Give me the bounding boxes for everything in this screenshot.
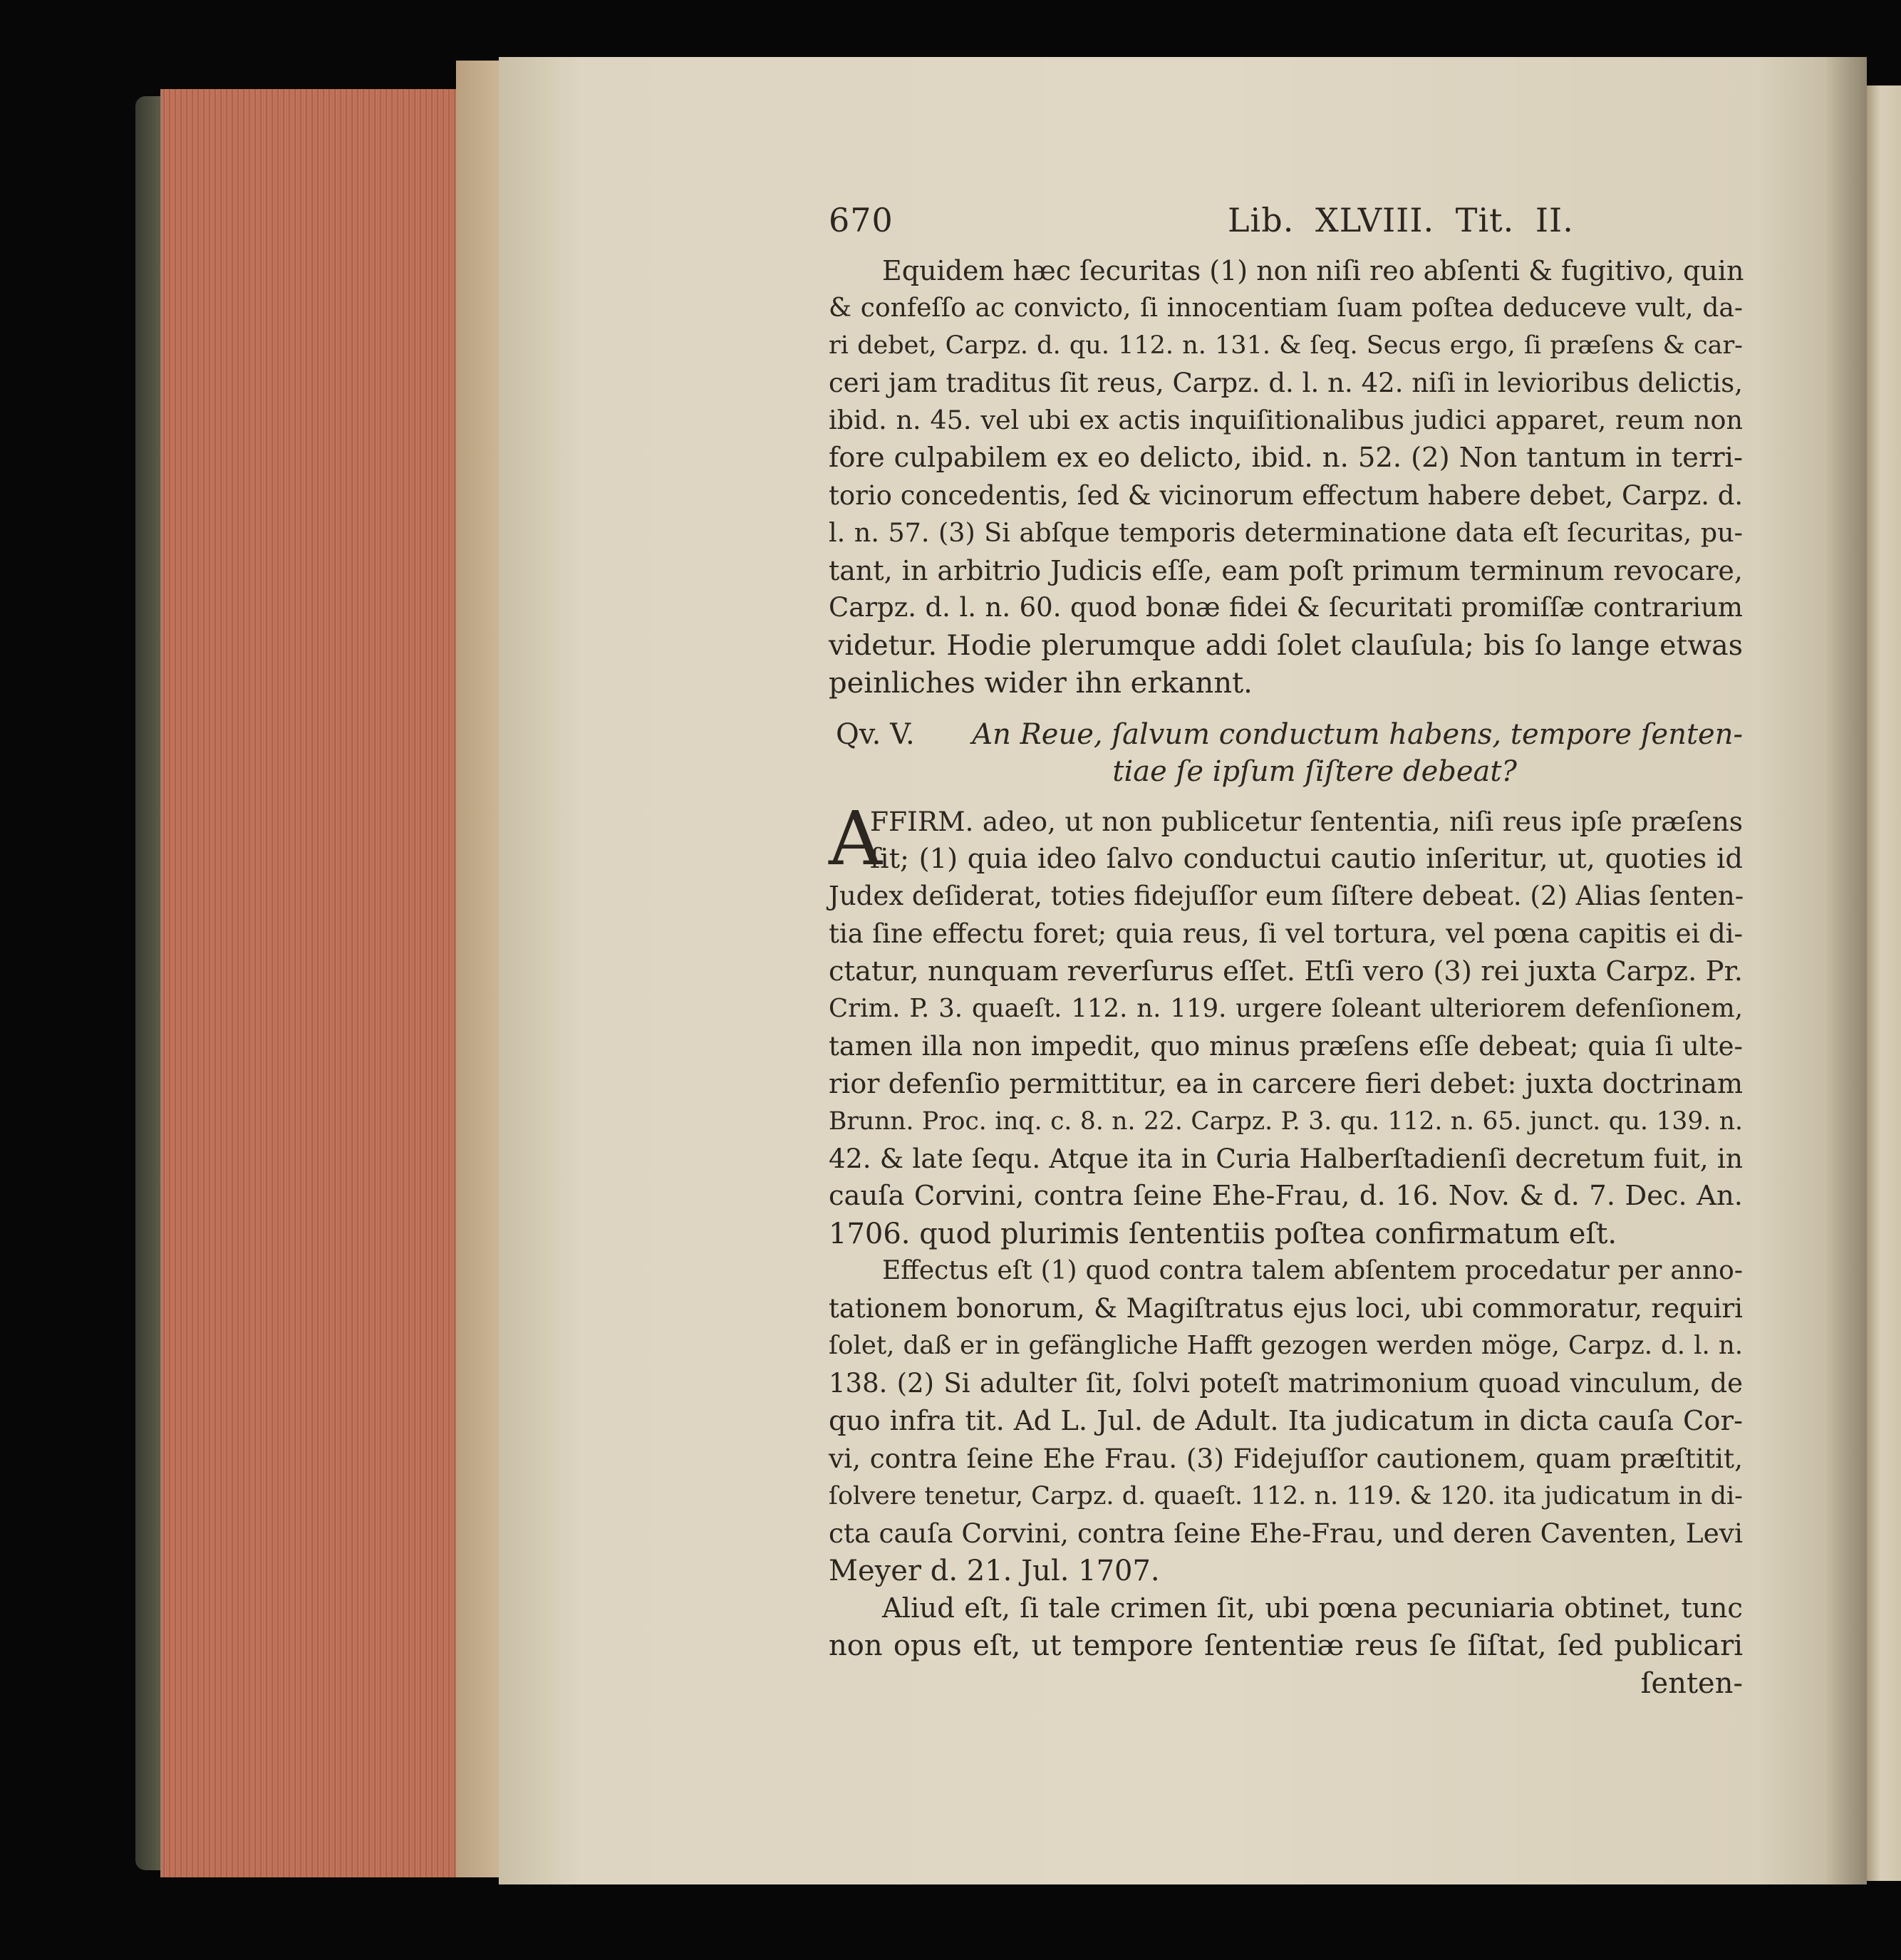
page-number: 670 xyxy=(829,201,893,239)
text-line: Equidem hæc ſecuritas (1) non niſi reo abſenti & fugitivo, quin xyxy=(882,255,1744,286)
text-line: vi, contra ſeine Ehe Frau. (3) Fidejuſſor cautionem, quam præſtitit, xyxy=(829,1443,1743,1475)
paragraph-1 xyxy=(829,252,1743,702)
text-line: ctatur, nunquam reverſurus eſſet. Etſi vero (3) rei juxta Carpz. Pr. xyxy=(829,955,1743,987)
text-line: ſit; (1) quia ideo ſalvo conductui cautio inſeritur, ut, quoties id xyxy=(870,842,1743,875)
text-line: Aliud eſt, ſi tale crimen ſit, ubi pœna pecuniaria obtinet, tunc xyxy=(882,1592,1743,1624)
text-line: torio concedentis, ſed & vicinorum effectum habere debet, Carpz. d. xyxy=(829,479,1744,511)
text-line: 138. (2) Si adulter ſit, ſolvi poteſt matrimonium quoad vinculum, de xyxy=(829,1368,1743,1399)
question-label: Qv. V. xyxy=(836,718,915,752)
page-text xyxy=(829,201,1743,1702)
text-line: ceri jam traditus ſit reus, Carpz. d. l. n. 42. niſi in levioribus delictis, xyxy=(829,367,1743,398)
text-line: tationem bonorum, & Magiſtratus ejus loci, ubi commoratur, requiri xyxy=(829,1292,1743,1324)
text-line: & confeſſo ac convicto, ſi innocentiam ſuam poſtea deduceve vult, da- xyxy=(829,293,1743,323)
text-line: Judex deſiderat, toties fidejuſſor eum ſiſtere debeat. (2) Alias ſenten- xyxy=(829,881,1744,912)
text-line: 1706. quod plurimis ſententiis poſtea confirmatum eſt. xyxy=(829,1217,1617,1250)
paragraph-4 xyxy=(829,1590,1743,1703)
paragraph-3 xyxy=(829,1253,1743,1590)
text-line: ſolvere tenetur, Carpz. d. quaeſt. 112. n. 119. & 120. ita judicatum in di- xyxy=(829,1481,1743,1510)
facing-page-edge xyxy=(1867,85,1901,1881)
paragraph-2 xyxy=(829,795,1744,1253)
text-line: Carpz. d. l. n. 60. quod bonæ fidei & ſecuritati promiſſæ contrarium xyxy=(829,592,1743,623)
text-line: videtur. Hodie plerumque addi ſolet clauſula; bis ſo lange etwas xyxy=(829,628,1743,662)
drop-cap: A xyxy=(829,795,883,883)
text-line: non opus eſt, ut tempore ſententiæ reus ſe ſiſtat, ſed publicari xyxy=(829,1629,1743,1663)
text-line: Brunn. Proc. inq. c. 8. n. 22. Carpz. P. 3. qu. 112. n. 65. junct. qu. 139. n. xyxy=(829,1106,1743,1136)
question-heading xyxy=(829,716,1743,790)
text-line: tant, in arbitrio Judicis eſſe, eam poſt primum terminum revocare, xyxy=(829,554,1743,586)
question-text xyxy=(972,716,1743,790)
text-line: rior defenſio permittitur, ea in carcere fieri debet: juxta doctrinam xyxy=(829,1068,1743,1100)
text-line: ſolet, daß er in gefängliche Hafft gezogen werden möge, Carpz. d. l. n. xyxy=(829,1331,1743,1361)
text-line: quo infra tit. Ad L. Jul. de Adult. Ita judicatum in dicta cauſa Cor- xyxy=(829,1404,1743,1437)
question-line: tiae ſe ipſum ſiſtere debeat? xyxy=(1112,755,1517,789)
text-line: ri debet, Carpz. d. qu. 112. n. 131. & ſeq. Secus ergo, ſi præſens & car- xyxy=(829,331,1743,361)
text-line: FFIRM. adeo, ut non publicetur ſententia, niſi reus ipſe præſens xyxy=(870,806,1743,838)
catchword: ſenten- xyxy=(1640,1666,1743,1700)
text-line: cta cauſa Corvini, contra ſeine Ehe-Frau, und deren Caventen, Levi xyxy=(829,1518,1743,1550)
text-line: Effectus eſt (1) quod contra talem abſentem procedatur per anno- xyxy=(882,1256,1743,1286)
text-line: Meyer d. 21. Jul. 1707. xyxy=(829,1555,1160,1587)
text-line: 42. & late ſequ. Atque ita in Curia Halberſtadienſi decretum fuit, in xyxy=(829,1143,1743,1175)
text-line: fore culpabilem ex eo delicto, ibid. n. 52. (2) Non tantum in terri- xyxy=(829,441,1743,474)
text-line: l. n. 57. (3) Si abſque temporis determinatione data eſt ſecuritas, pu- xyxy=(829,517,1743,549)
question-line: An Reue, ſalvum conductum habens, tempore ſenten- xyxy=(972,718,1743,752)
running-head xyxy=(829,201,1743,252)
text-line: peinliches wider ihn erkannt. xyxy=(829,666,1253,700)
text-line: tamen illa non impedit, quo minus præſens eſſe debeat; quia ſi ulte- xyxy=(829,1030,1743,1062)
text-line: Crim. P. 3. quaeſt. 112. n. 119. urgere ſoleant ulteriorem defenſionem, xyxy=(829,994,1743,1024)
text-line: cauſa Corvini, contra ſeine Ehe-Frau, d. 16. Nov. & d. 7. Dec. An. xyxy=(829,1180,1743,1213)
gutter-shadow xyxy=(1824,57,1867,1884)
running-title: Lib. XLVIII. Tit. II. xyxy=(1228,201,1574,239)
text-line: ibid. n. 45. vel ubi ex actis inquiſitionalibus judici apparet, reum non xyxy=(829,405,1743,436)
text-line: tia ſine effectu foret; quia reus, ſi vel tortura, vel pœna capitis ei di- xyxy=(829,918,1743,949)
